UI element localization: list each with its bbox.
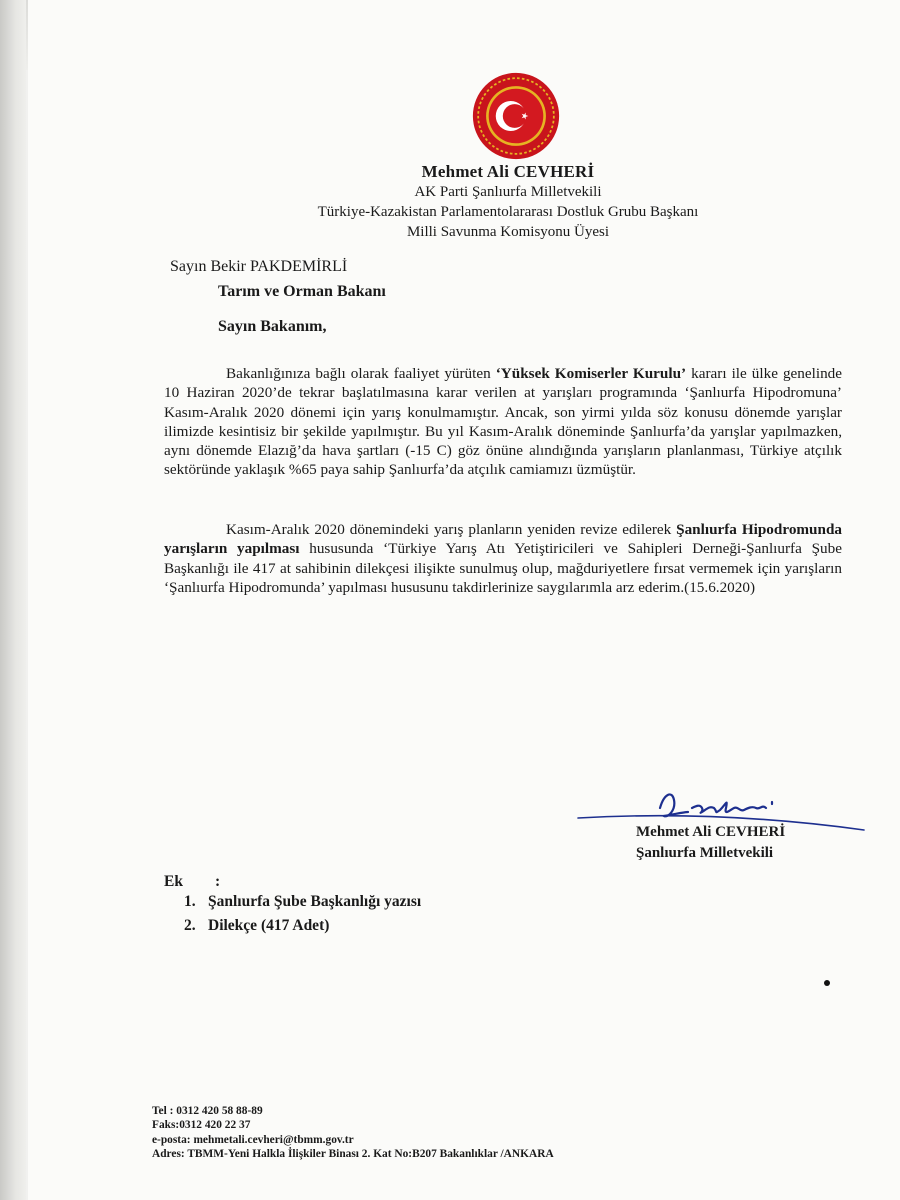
- signature-block: [636, 822, 785, 864]
- attachment-item: [184, 914, 421, 938]
- attachment-number: 1.: [184, 893, 196, 910]
- addressee-block: [170, 254, 386, 304]
- sender-header: [268, 162, 748, 242]
- signature-title: Şanlıurfa Milletvekili: [636, 845, 774, 861]
- sender-title-3: Milli Savunma Komisyonu Üyesi: [406, 224, 610, 240]
- sender-title-1: AK Parti Şanlıurfa Milletvekili: [414, 184, 602, 200]
- p2-text-start: Kasım-Aralık 2020 dönemindeki yarış planların yeniden revize edilerek: [226, 521, 677, 538]
- footer-address: Adres: TBMM-Yeni Halkla İlişkiler Binası 2. Kat No:B207 Bakanlıklar /ANKARA: [152, 1147, 554, 1160]
- p1-text-start: Bakanlığınıza bağlı olarak faaliyet yürüten: [226, 365, 496, 382]
- footer-email: e-posta: mehmetali.cevheri@tbmm.gov.tr: [152, 1133, 354, 1146]
- p2-text-end: hususunda ‘Türkiye Yarış Atı Yetiştiricileri ve Sahipleri Derneği-Şanlıurfa Şube Başkanlığı ile 417 at sahibinin dilekçesi ilişikte sunulmuş olup, mağduriyetlere fırsat vermemek için yarışların ‘Şanlıurfa Hipodromunda’ yapılması hususunu takdirlerinize saygılarımla arz ederim.(15.6.2020): [164, 540, 842, 596]
- salutation: Sayın Bakanım,: [218, 318, 327, 335]
- p2-bold: Şanlıurfa Hipodromunda yarışların yapılması: [164, 521, 842, 558]
- scan-speck: [824, 980, 830, 986]
- letter-page: [28, 0, 900, 1200]
- p1-text-end: kararı ile ülke genelinde 10 Haziran 2020’de tekrar başlatılmasına karar verilen at yarışları programında ‘Şanlıurfa Hipodromuna’ Kasım-Aralık 2020 dönemi için yarış konulmamıştır. Ancak, son yirmi yılda söz konusu dönemde yarışlar ilimizde kesintisiz bir şekilde yapılmıştır. Bu yıl Kasım-Aralık döneminde Şanlıurfa’da yarışlar yapılmazken, aynı dönemde Elazığ’da hava şartları (-15 C) göz önüne alındığında yarışların planlanması, Türkiye atçılık sektöründe yaklaşık %65 paya sahip Şanlıurfa’da atçılık camiamızı üzmüştür.: [164, 365, 843, 479]
- attachment-text: Şanlıurfa Şube Başkanlığı yazısı: [208, 893, 422, 910]
- contact-footer: [152, 1104, 554, 1161]
- addressee-title: Tarım ve Orman Bakanı: [218, 283, 386, 300]
- sender-title-2: Türkiye-Kazakistan Parlamentolararası Dostluk Grubu Başkanı: [317, 204, 699, 220]
- attachment-number: 2.: [184, 917, 196, 934]
- attachments-heading: Ek: [164, 873, 183, 890]
- body-paragraph-1: [164, 364, 842, 480]
- attachments-list: [184, 890, 421, 938]
- footer-tel: Tel : 0312 420 58 88-89: [152, 1105, 263, 1117]
- signature-name: Mehmet Ali CEVHERİ: [636, 824, 786, 840]
- addressee-name: Sayın Bekir PAKDEMİRLİ: [170, 258, 348, 275]
- p1-bold: ‘Yüksek Komiserler Kurulu’: [495, 365, 687, 382]
- body-paragraph-2: [164, 520, 842, 597]
- footer-fax: Faks:0312 420 22 37: [152, 1119, 251, 1132]
- attachments-colon: :: [214, 873, 221, 890]
- attachment-item: [184, 890, 421, 914]
- attachment-text: Dilekçe (417 Adet): [208, 917, 330, 934]
- sender-name: Mehmet Ali CEVHERİ: [421, 162, 595, 181]
- tbmm-emblem-icon: [472, 72, 560, 160]
- scan-left-shadow: [0, 0, 26, 1200]
